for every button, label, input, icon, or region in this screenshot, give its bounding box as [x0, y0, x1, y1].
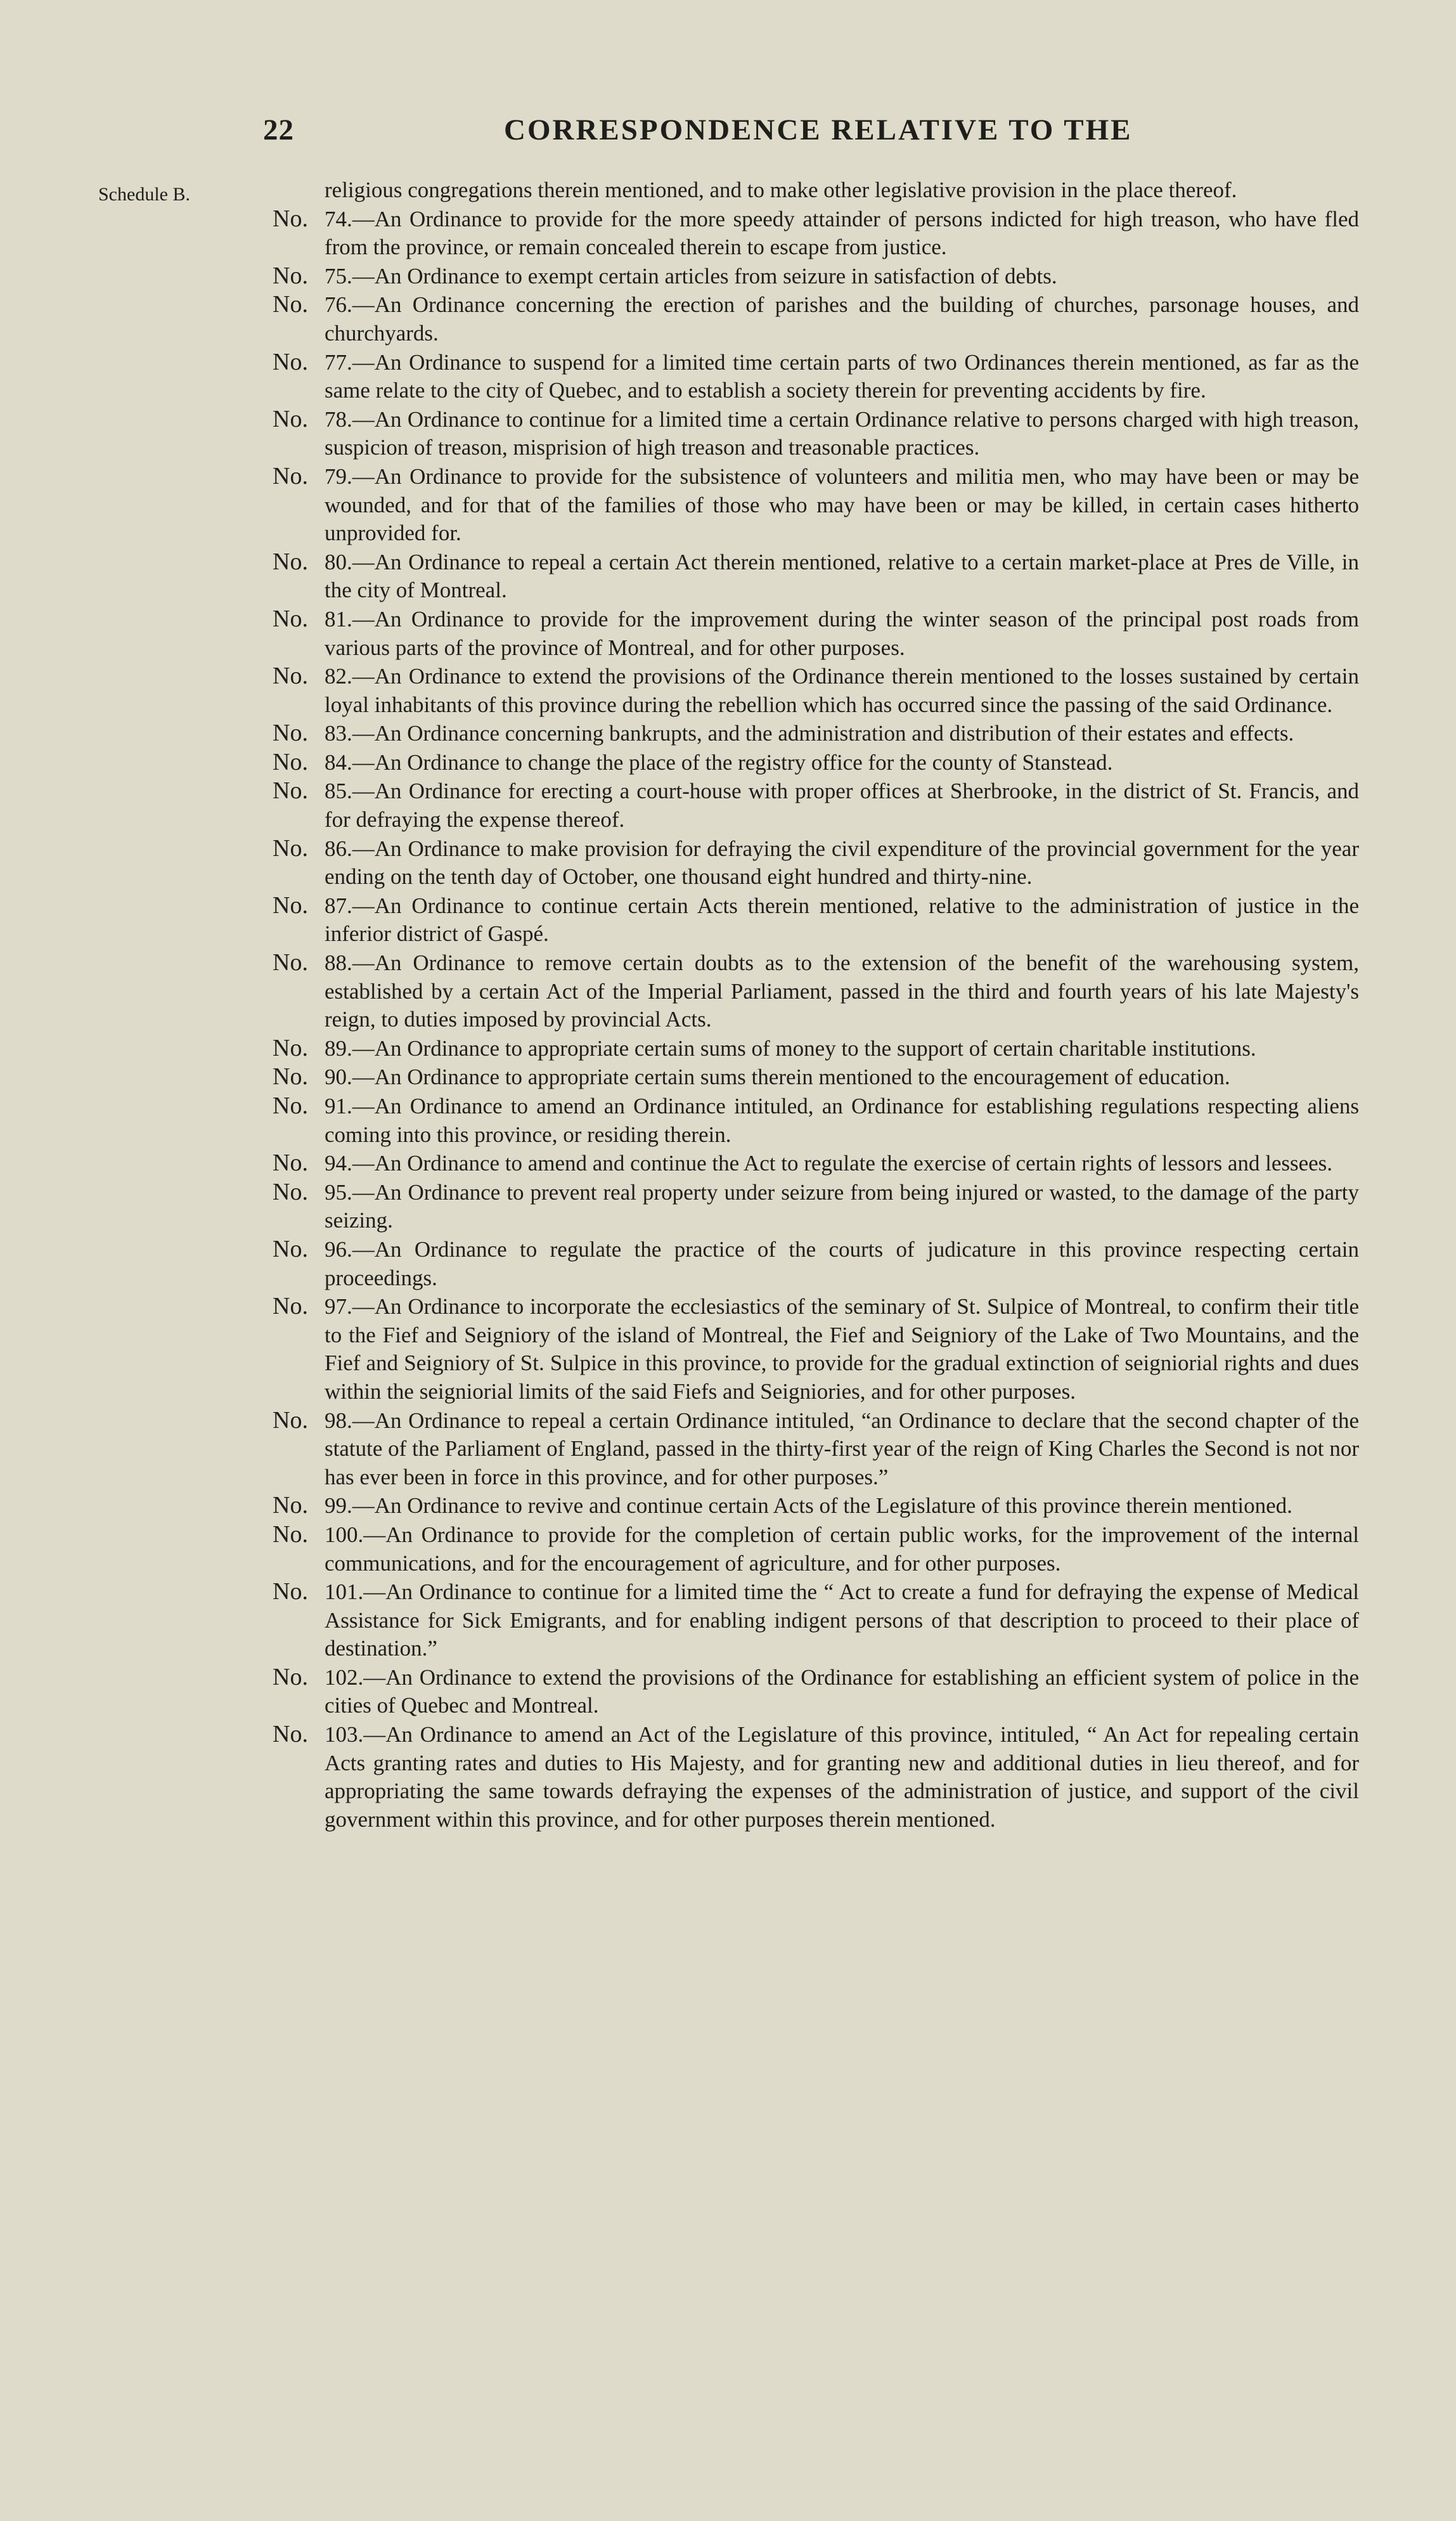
ordinance-entry	[273, 891, 1359, 949]
ordinance-entry	[273, 462, 1359, 548]
ordinance-entry	[273, 662, 1359, 719]
ordinance-entry	[273, 1720, 1359, 1834]
entry-number-label: No.	[273, 1178, 308, 1205]
entry-number-label: No.	[273, 720, 308, 747]
entry-text: 90.—An Ordinance to appropriate certain sums therein mentioned to the encouragement of education.	[325, 1065, 1230, 1090]
entry-text: 91.—An Ordinance to amend an Ordinance intituled, an Ordinance for establishing regulations respecting aliens coming into this province, or residing therein.	[325, 1094, 1359, 1147]
entry-number-label: No.	[273, 1663, 308, 1690]
ordinance-entry	[273, 262, 1359, 291]
ordinance-entry	[273, 1406, 1359, 1492]
ordinance-entry	[273, 348, 1359, 405]
entry-text: 83.—An Ordinance concerning bankrupts, and the administration and distribution of their estates and effects.	[325, 721, 1294, 746]
entry-text: 79.—An Ordinance to provide for the subsistence of volunteers and militia men, who may have been or may be wounded, and for that of the families of those who may have been or may be killed, in certain cases hitherto unprovided for.	[325, 463, 1359, 546]
entry-text: 76.—An Ordinance concerning the erection of parishes and the building of churches, parsonage houses, and churchyards.	[325, 292, 1359, 346]
entry-number-label: No.	[273, 1406, 308, 1434]
entry-number-label: No.	[273, 834, 308, 862]
ordinance-entry	[273, 405, 1359, 462]
entry-number-label: No.	[273, 291, 308, 318]
entry-text: 75.—An Ordinance to exempt certain articles from seizure in satisfaction of debts.	[325, 263, 1057, 288]
entry-number-label: No.	[273, 262, 308, 289]
entry-number-label: No.	[273, 1492, 308, 1519]
entry-number-label: No.	[273, 748, 308, 775]
ordinance-entry	[273, 719, 1359, 748]
entry-text: 94.—An Ordinance to amend and continue the Act to regulate the exercise of certain rights of lessors and lessees.	[325, 1151, 1333, 1176]
entry-text: 85.—An Ordinance for erecting a court-house with proper offices at Sherbrooke, in the district of St. Francis, and for defraying the expense thereof.	[325, 779, 1359, 833]
entry-text: 97.—An Ordinance to incorporate the ecclesiastics of the seminary of St. Sulpice of Montreal, to confirm their title to the Fief and Seigniory of the island of Montreal, the Fief and Seigniory of the Lake of Two Mountains, and the Fief and Seigniory of St. Sulpice in this province, to provide for the gradual extinction of seigniorial rights and dues within the seigniorial limits of the said Fiefs and Seigniories, and for other purposes.	[325, 1294, 1359, 1404]
ordinance-entry	[273, 748, 1359, 777]
entry-text: 99.—An Ordinance to revive and continue certain Acts of the Legislature of this province therein mentioned.	[325, 1493, 1292, 1519]
ordinance-entry	[273, 1178, 1359, 1235]
entry-text: 87.—An Ordinance to continue certain Acts therein mentioned, relative to the administration of justice in the inferior district of Gaspé.	[325, 893, 1359, 947]
entry-text: 84.—An Ordinance to change the place of the registry office for the county of Stanstead.	[325, 749, 1113, 775]
ordinance-entry	[273, 1663, 1359, 1720]
ordinance-entry	[273, 1578, 1359, 1663]
entry-number-label: No.	[273, 462, 308, 489]
entry-text: 103.—An Ordinance to amend an Act of the Legislature of this province, intituled, “ An Act for repealing certain Acts granting rates and duties to His Majesty, and for granting new and additional duties in lieu thereof, and for appropriating the same towards defraying the expenses of the administration of justice, and support of the civil government within this province, and for other purposes therein mentioned.	[325, 1722, 1359, 1832]
running-title: CORRESPONDENCE RELATIVE TO THE	[504, 113, 1133, 146]
entry-text: 74.—An Ordinance to provide for the more speedy attainder of persons indicted for high treason, who have fled from the province, or remain concealed therein to escape from justice.	[325, 206, 1359, 260]
entry-number-label: No.	[273, 1578, 308, 1605]
ordinance-entry	[273, 548, 1359, 605]
entry-number-label: No.	[273, 405, 308, 432]
entry-number-label: No.	[273, 663, 308, 690]
entry-text: 101.—An Ordinance to continue for a limited time the “ Act to create a fund for defraying the expense of Medical Assistance for Sick Emigrants, and for enabling indigent persons of that description to proceed to their place of destination.”	[325, 1579, 1359, 1661]
continuation-text: religious congregations therein mentioned, and to make other legislative provision in the place thereof.	[325, 178, 1237, 202]
entry-text: 88.—An Ordinance to remove certain doubts as to the extension of the benefit of the warehousing system, established by a certain Act of the Imperial Parliament, passed in the third and fourth years of his late Majesty's reign, to duties imposed by provincial Acts.	[325, 950, 1359, 1032]
ordinance-entry	[273, 777, 1359, 834]
entry-number-label: No.	[273, 1721, 308, 1748]
ordinance-entry	[273, 1092, 1359, 1149]
entry-number-label: No.	[273, 1520, 308, 1548]
margin-note: Schedule B.	[98, 184, 190, 205]
entry-number-label: No.	[273, 548, 308, 575]
ordinance-entry	[273, 1063, 1359, 1092]
entry-text: 102.—An Ordinance to extend the provisions of the Ordinance for establishing an efficient system of police in the cities of Quebec and Montreal.	[325, 1664, 1359, 1718]
entry-number-label: No.	[273, 348, 308, 375]
entry-text: 77.—An Ordinance to suspend for a limited time certain parts of two Ordinances therein mentioned, as far as the same relate to the city of Quebec, and to establish a society therein for preventing accidents by fire.	[325, 349, 1359, 403]
entry-text: 82.—An Ordinance to extend the provisions of the Ordinance therein mentioned to the losses sustained by certain loyal inhabitants of this province during the rebellion which has occurred since the passing of the said Ordinance.	[325, 664, 1359, 717]
entry-text: 98.—An Ordinance to repeal a certain Ordinance intituled, “an Ordinance to declare that the second chapter of the statute of the Parliament of England, passed in the thirty-first year of the reign of King Charles the Second is not nor has ever been in force in this province, and for other purposes.”	[325, 1408, 1359, 1489]
ordinance-entry	[273, 949, 1359, 1034]
ordinance-entry	[273, 605, 1359, 662]
page-number: 22	[263, 113, 294, 146]
entry-number-label: No.	[273, 1063, 308, 1091]
entry-number-label: No.	[273, 777, 308, 805]
entry-number-label: No.	[273, 1034, 308, 1061]
entry-text: 86.—An Ordinance to make provision for defraying the civil expenditure of the provincial government for the year ending on the tenth day of October, one thousand eight hundred and thirty-nine.	[325, 836, 1359, 890]
entry-number-label: No.	[273, 1092, 308, 1119]
entry-number-label: No.	[273, 605, 308, 632]
entry-number-label: No.	[273, 1235, 308, 1262]
ordinance-entry	[273, 1520, 1359, 1578]
entry-number-label: No.	[273, 891, 308, 919]
entry-number-label: No.	[273, 205, 308, 232]
ordinance-entry	[273, 1235, 1359, 1292]
entry-text: 95.—An Ordinance to prevent real property under seizure from being injured or wasted, to the damage of the party seizing.	[325, 1179, 1359, 1233]
ordinance-entry	[273, 1292, 1359, 1406]
entry-text: 89.—An Ordinance to appropriate certain sums of money to the support of certain charitable institutions.	[325, 1035, 1256, 1061]
entry-text: 96.—An Ordinance to regulate the practice of the courts of judicature in this province respecting certain proceedings.	[325, 1236, 1359, 1290]
ordinance-entry	[273, 1149, 1359, 1178]
ordinance-entry	[273, 290, 1359, 347]
entry-text: 81.—An Ordinance to provide for the improvement during the winter season of the principal post roads from various parts of the province of Montreal, and for other purposes.	[325, 606, 1359, 660]
entry-number-label: No.	[273, 949, 308, 976]
entry-number-label: No.	[273, 1293, 308, 1320]
ordinance-entry	[273, 205, 1359, 262]
ordinance-entry	[273, 1491, 1359, 1520]
ordinance-entry	[273, 834, 1359, 891]
entry-text: 78.—An Ordinance to continue for a limited time a certain Ordinance relative to persons charged with high treason, suspicion of treason, misprision of high treason and treasonable practices.	[325, 406, 1359, 460]
ordinance-entry	[273, 1034, 1359, 1063]
entry-text: 100.—An Ordinance to provide for the completion of certain public works, for the improvement of the internal communications, and for the encouragement of agriculture, and for other purposes.	[325, 1522, 1359, 1576]
entry-number-label: No.	[273, 1150, 308, 1177]
entry-text: 80.—An Ordinance to repeal a certain Act therein mentioned, relative to a certain market-place at Pres de Ville, in the city of Montreal.	[325, 549, 1359, 603]
ordinance-list	[0, 176, 1456, 1834]
